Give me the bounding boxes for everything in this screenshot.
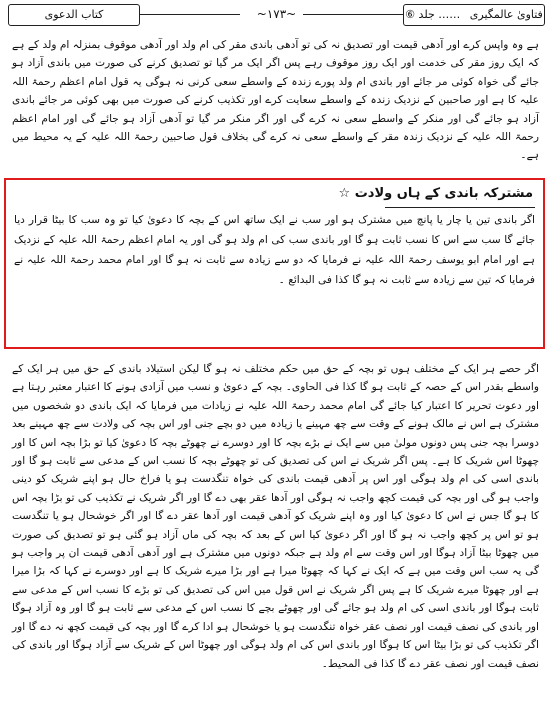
header-ornament-left [140,14,240,15]
page-number: ~۱۷۳~ [256,7,297,21]
section-heading: مشترکہ باندی کے ہاں ولادت ☆ [338,186,533,201]
paragraph: ہے وہ واپس کرے اور آدھی قیمت اور تصدیق نہ کی تو آدھی باندی مقر کی ام ولد اور آدھی موقوف بمنزلہ ام ولد کے ہے کہ ایک روز مقر کی خدمت اور ایک روز موقوف رہے پس اگر ایک مر گیا تو تصدیق کرنے کی صورت میں باندی آزاد ہو جائے گی خواہ کوئی مر جائے اور باندی ام ولد پورے زندہ کے واسطے سعی کرنی نہ ہوگی یہ قول امام اعظم رحمۃ اللہ علیہ کا ہے اور صاحبین کے نزدیک زندہ کے واسطے سعایت کرے اور تکذیب کرنے کی صورت میں بھی کوئی مر جائے باندی آزاد ہو جائے گی اور منکر کے واسطے سعی نہ کرے گی اور اگر منکر مر گیا تو آدھی آزاد ہو جائے گی اور امام اعظم رحمۃ اللہ علیہ کے نزدیک زندہ مقر کے واسطے سعی نہ کرے گی بخلاف قول صاحبین رحمۃ اللہ علیہ کے یہ محیط میں ہے۔ [12,39,539,162]
header-ornament-right [303,14,403,15]
paragraph: اگر حصے ہر ایک کے مختلف ہوں تو بچہ کے حق میں حکم مختلف نہ ہو گا لیکن استیلاد باندی کے حق میں ہر ایک کے واسطے بقدر اس کے حصہ کے ثابت ہو گا کذا فی الحاوی۔ بچہ کے دعویٰ و نسب میں آزادی ہونے کا اعتبار معتبر رہتا ہے اور دعوت تحریر کا اعتبار کیا جائے گی امام محمد رحمۃ اللہ علیہ نے زیادات میں فرمایا کہ ایک باندی دو شخصوں میں مشترک ہے اس نے مالک ہونے کے وقت سے چھ مہینے یا زیادہ میں دو بچے جنی اور اس بچہ کی ولادت سے چھ مہینے بعد دوسرا بچہ جنی پس دونوں مولیٰ میں سے ایک نے بڑے بچہ کا اور دوسرے نے چھوٹے بچہ کا دعویٰ کیا تو بڑا بچہ اس کا اور چھوٹا اس شریک کا ہے۔ پس اگر شریک نے اس کی تصدیق کی تو چھوٹے بچہ کا نسب اس کے مدعی سے ثابت ہو گا اور باندی اسی کی ام ولد ہوگی اور اس پر آدھی قیمت باندی کی خواہ تنگدست ہو یا فراخ حال ہو اپنے شریک کو دینی واجب ہو گی اور بچہ کی قیمت کچھ واجب نہ ہوگی اور آدھا عقر بھی دے گا اور اگر شریک نے تکذیب کی تو بڑا بچہ اس کا ہو گا جس نے اس کا دعویٰ کیا اور وہ اپنے شریک کو آدھی قیمت اور آدھا عقر دے گا اور اگر خوشحال ہو یا تنگدست ہو تو اس پر کچھ واجب نہ ہو گا اور اگر دعویٰ کیا اس کے بعد کہ بچہ کی ماں آزاد ہو گئی ہو تو تصدیق کی صورت میں چھوٹا بیٹا آزاد ہوگا اور اس وقت سے ام ولد ہے جبکہ دونوں میں مشترک ہے اور آدھی آدھی قیمت ان پر واجب ہو گی یہ سب اس وقت میں ہے کہ ایک نے کہا کہ چھوٹا میرا ہے اور بڑا میرے شریک کا ہے اور دوسرے نے کہا کہ بڑا میرا ہے اور چھوٹا میرے شریک کا ہے پس اگر شریک نے اس قول میں اس کی تصدیق کی تو بڑے کا نسب اس کے مدعی سے ثابت ہوگا اور باندی اسی کی ام ولد ہو جائے گی اور چھوٹے بچے کا نسب اس کے مدعی سے ثابت ہو گا اور وہ آزاد ہوگا اور باندی کی نصف قیمت اور نصف عقر خواہ تنگدست ہو یا خوشحال ہو ادا کرے گا اور بچہ کی قیمت کچھ نہ دے گا اور اگر تکذیب کی تو بڑا بیٹا اس کا ہوگا اور باندی اس کی ام ولد ہوگی اور چھوٹا اس کے شریک سے آزاد ہوگا اور باندی کی نصف قیمت اور نصف عقر دے گا کذا فی المحیط۔ [12,363,539,670]
bottom-paragraph-block [12,360,539,673]
section-body: اگر باندی تین یا چار یا پانچ میں مشترک ہو اور سب نے ایک ساتھ اس کے بچہ کا دعویٰ کیا تو وہ سب کا بیٹا قرار دیا جائے گا سب سے اس کا نسب ثابت ہو گا اور باندی سب کی ام ولد ہو گی اور یہ امام اعظم رحمۃ اللہ علیہ کے نزدیک ہے اور امام ابو یوسف رحمۃ اللہ علیہ نے فرمایا کہ دو سے زیادہ سے ثابت نہ ہو گا اور امام محمد رحمۃ اللہ علیہ نے فرمایا کہ تین سے زیادہ سے ثابت نہ ہو گا کذا فی البدائع ۔ [14,214,535,286]
heading-underline [385,207,535,208]
book-title: فتاویٰ عالمگیری [469,8,543,21]
book-title-box: فتاویٰ عالمگیری …… جلد ⑥ [403,4,545,26]
highlighted-section [4,178,545,349]
chapter-title: کتاب الدعوی [44,8,104,21]
top-paragraph-block [12,36,539,165]
volume-number: ⑥ [405,8,416,21]
chapter-title-box [8,4,140,26]
page-header [8,4,545,26]
volume-label: جلد [418,8,435,21]
